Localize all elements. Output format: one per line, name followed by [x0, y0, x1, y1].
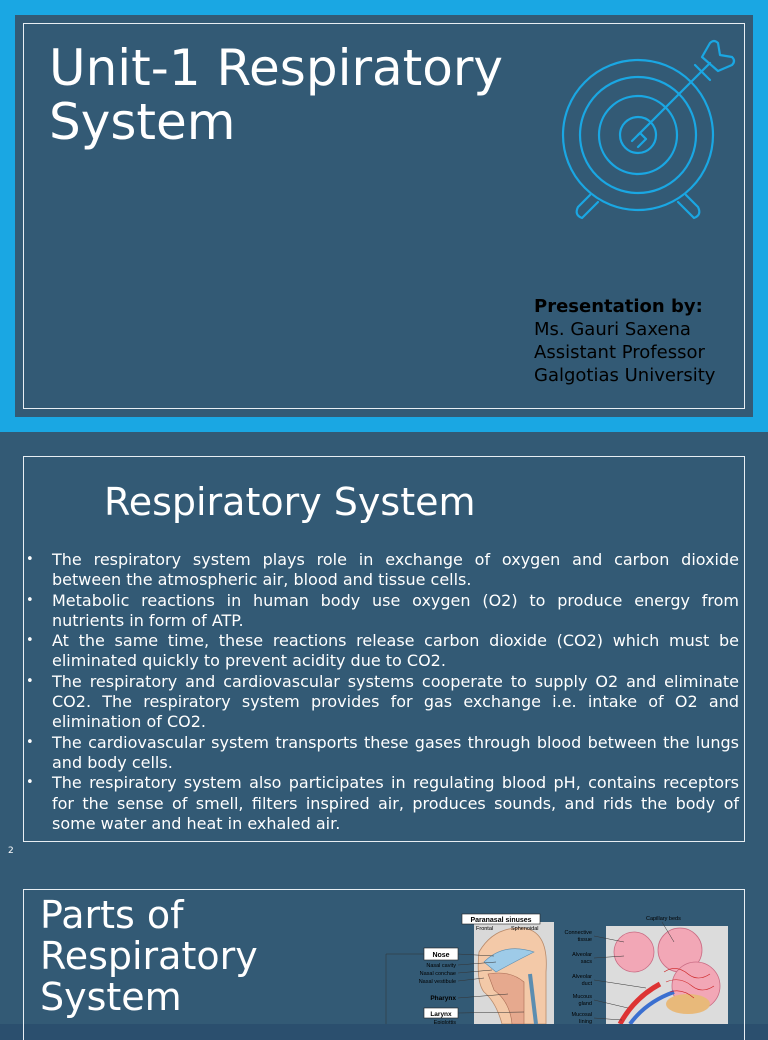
target-icon	[560, 37, 740, 222]
slide-heading-line-2: Respiratory	[40, 934, 258, 978]
bullet-item: • The respiratory system also participates in regulating blood pH, contains receptors for the sense of smell, filters inspired air, produces sounds, and rids the body of some water and heat in exhaled air.	[25, 773, 739, 834]
label-mucosal-lining-1: Mucosal	[571, 1012, 592, 1018]
slide-heading-line-1: Parts of	[40, 893, 184, 937]
label-nose: Nose	[432, 952, 450, 959]
label-alveolar-duct-2: duct	[581, 981, 592, 987]
slide-heading-line-3: System	[40, 975, 182, 1019]
slide-heading: Respiratory System	[104, 480, 476, 524]
label-alveolar-duct-1: Alveolar	[572, 974, 592, 980]
label-mucosal-lining-2: lining	[579, 1019, 592, 1024]
bullet-item: • At the same time, these reactions release carbon dioxide (CO2) which must be eliminated quickly to prevent acidity due to CO2.	[25, 631, 739, 672]
label-paranasal: Paranasal sinuses	[470, 917, 532, 924]
slide-title-line-2: System	[49, 93, 236, 151]
label-connective-tissue-2: tissue	[577, 937, 592, 943]
label-nasal-conchae: Nasal conchae	[419, 971, 456, 977]
bullet-item: • The cardiovascular system transports these gases through blood between the lungs and body cells.	[25, 733, 739, 774]
bullet-list	[25, 550, 739, 834]
presenter-block	[534, 295, 715, 387]
alveolar-sac	[614, 932, 654, 972]
title-slide	[0, 0, 768, 432]
page-number: 2	[8, 846, 14, 856]
label-connective-tissue-1: Connective	[564, 930, 592, 936]
presenter-org: Galgotias University	[534, 365, 716, 386]
slide-title-line-1: Unit-1 Respiratory	[49, 39, 504, 97]
label-capillary-beds: Capillary beds	[646, 916, 681, 922]
bullet-item: • The respiratory system plays role in exchange of oxygen and carbon dioxide between the atmospheric air, blood and tissue cells.	[25, 550, 739, 591]
label-mucous-gland-1: Mucous	[572, 994, 592, 1000]
bullet-item: • Metabolic reactions in human body use oxygen (O2) to produce energy from nutrients in form of ATP.	[25, 591, 739, 632]
title-slide-panel	[15, 15, 753, 417]
label-mucous-gland-2: gland	[578, 1001, 592, 1007]
respiratory-system-slide	[0, 432, 768, 864]
slide-title	[49, 41, 569, 149]
bullet-item: • The respiratory and cardiovascular systems cooperate to supply O2 and eliminate CO2. The respiratory system provides for gas exchange i.e. intake of O2 and elimination of CO2.	[25, 672, 739, 733]
label-epiglottis: Epiglottis	[433, 1020, 456, 1024]
label-frontal: Frontal	[476, 926, 494, 932]
presenter-role: Assistant Professor	[534, 342, 705, 363]
respiratory-anatomy-diagram	[384, 912, 730, 1024]
parts-of-respiratory-system-slide	[0, 864, 768, 1024]
presenter-name: Ms. Gauri Saxena	[534, 319, 691, 340]
label-pharynx: Pharynx	[430, 995, 456, 1002]
label-alveolar-sacs-2: sacs	[580, 959, 592, 965]
label-sphenoidal: Sphenoidal	[511, 926, 539, 932]
label-larynx: Larynx	[430, 1011, 452, 1018]
connective-tissue-shape	[666, 994, 710, 1014]
label-nasal-vestibule: Nasal vestibule	[418, 979, 456, 985]
label-nasal-cavity: Nasal cavity	[426, 963, 456, 969]
presenter-heading: Presentation by:	[534, 296, 703, 317]
label-alveolar-sacs-1: Alveolar	[572, 952, 592, 958]
slide-heading	[40, 895, 300, 1018]
